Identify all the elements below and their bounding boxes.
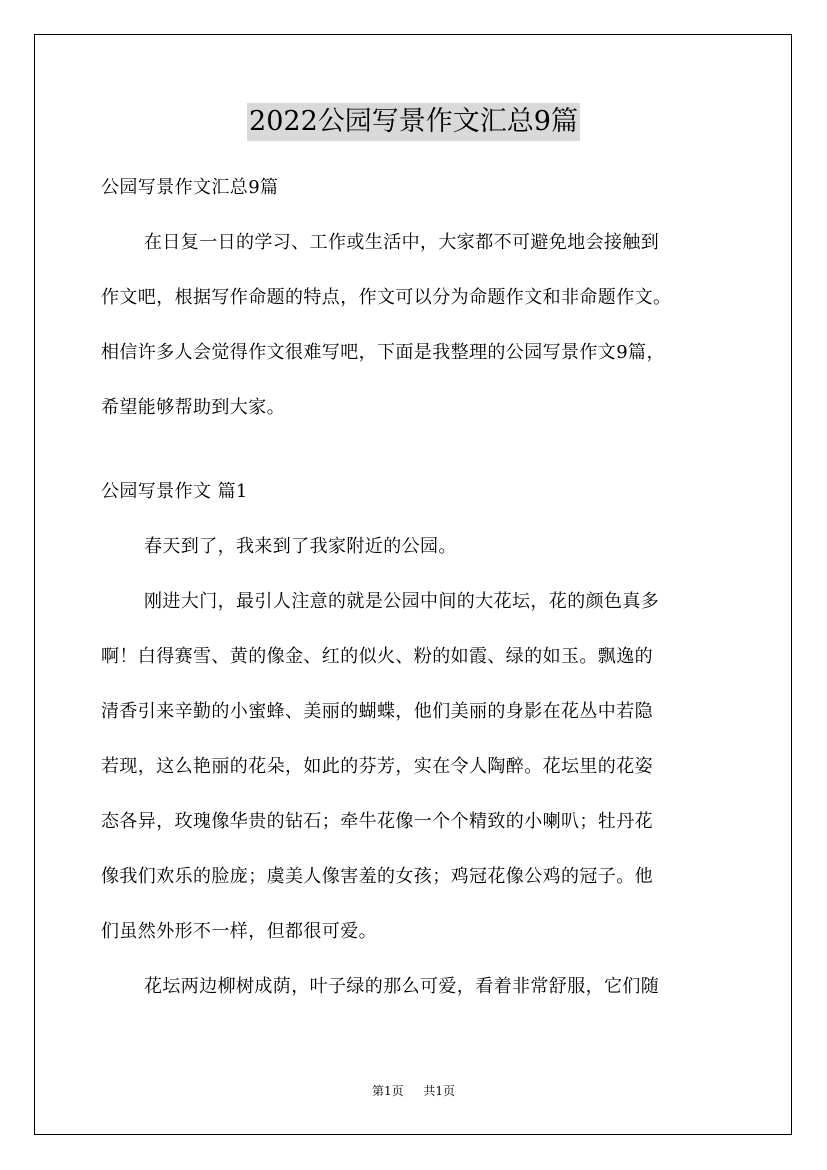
paragraph-line: 清香引来辛勤的小蜜蜂、美丽的蝴蝶，他们美丽的身影在花丛中若隐 [101,701,653,722]
paragraph-line: 态各异，玫瑰像华贵的钻石；牵牛花像一个个精致的小喇叭；牡丹花 [101,811,653,832]
paragraph-line: 像我们欢乐的脸庞；虞美人像害羞的女孩；鸡冠花像公鸡的冠子。他 [101,866,653,887]
document-body [101,174,741,1028]
title-container [0,103,827,141]
intro-line: 相信许多人会觉得作文很难写吧，下面是我整理的公园写景作文9篇， [101,342,665,363]
paragraph-line: 刚进大门，最引人注意的就是公园中间的大花坛，花的颜色真多 [144,591,660,612]
paragraph-line: 们虽然外形不一样，但都很可爱。 [101,921,377,942]
page-total: 共1页 [423,1084,455,1098]
intro-line: 作文吧，根据写作命题的特点，作文可以分为命题作文和非命题作文。 [101,287,672,308]
section-heading: 公园写景作文 篇1 [101,481,248,502]
paragraph-line: 春天到了，我来到了我家附近的公园。 [144,536,457,557]
intro-line: 希望能够帮助到大家。 [101,397,285,418]
page-number: 第1页 [372,1084,404,1098]
subtitle: 公园写景作文汇总9篇 [101,177,279,198]
document-title: 2022公园写景作文汇总9篇 [247,103,580,141]
section-spacer [101,449,741,478]
paragraph-line: 若现，这么艳丽的花朵，如此的芬芳，实在令人陶醉。花坛里的花姿 [101,756,653,777]
paragraph-line: 啊！白得赛雪、黄的像金、红的似火、粉的如霞、绿的如玉。飘逸的 [101,646,653,667]
page-footer [0,1083,827,1099]
intro-line: 在日复一日的学习、工作或生活中，大家都不可避免地会接触到 [144,232,660,253]
paragraph-line: 花坛两边柳树成荫，叶子绿的那么可爱，看着非常舒服，它们随 [144,976,660,997]
